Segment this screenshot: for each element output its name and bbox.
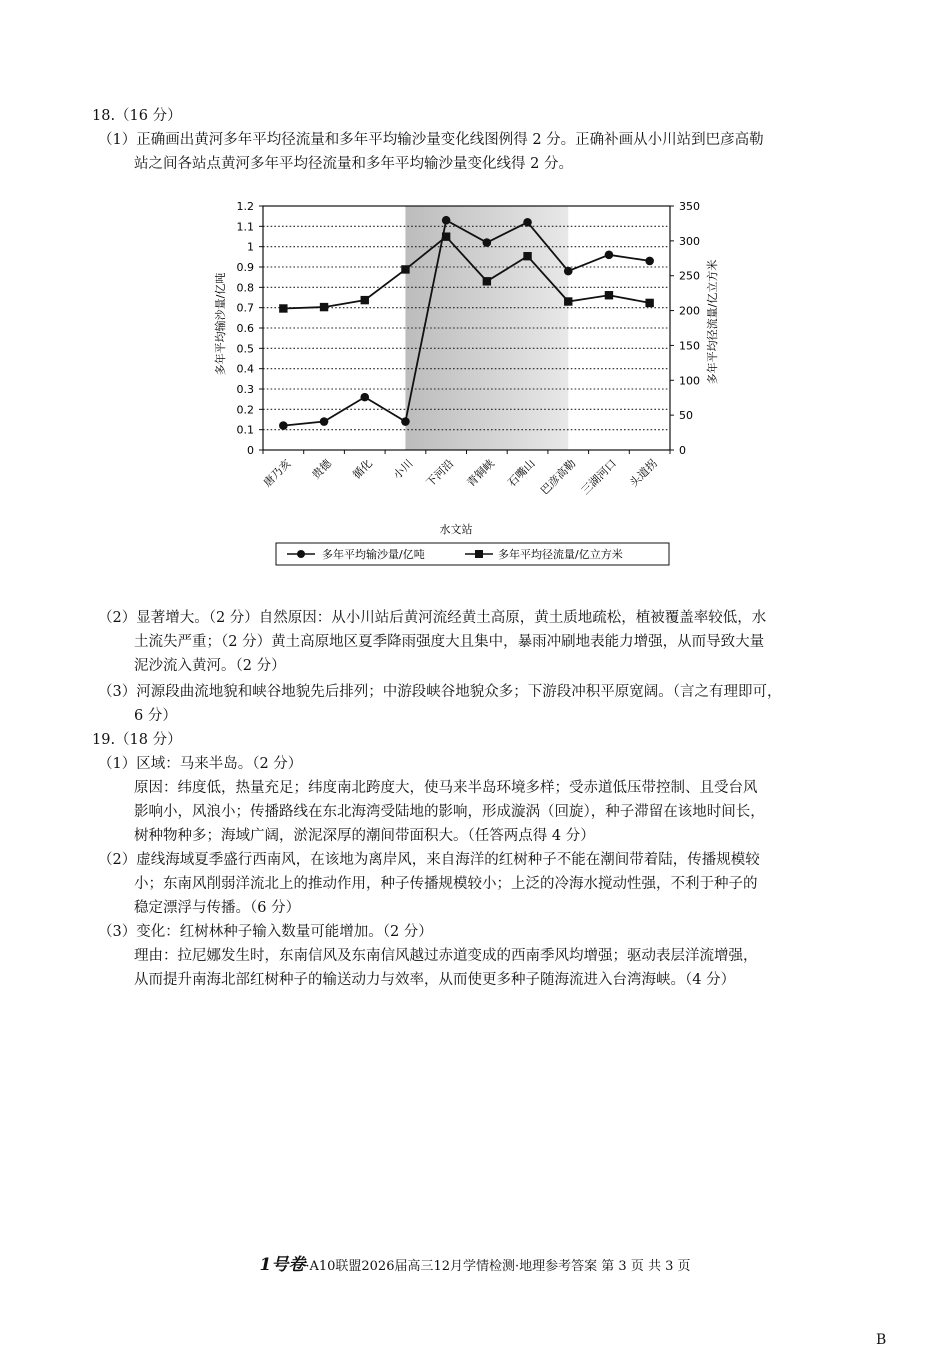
right-tick-label: 300 <box>679 234 700 248</box>
yellow-river-chart <box>208 192 728 574</box>
data-point-square <box>279 304 287 312</box>
data-point-square <box>361 296 369 304</box>
q18-p3-line2: 6 分） <box>134 708 177 724</box>
q18-title: 18.（16 分） <box>92 108 182 124</box>
x-axis-label: 水文站 <box>439 523 473 536</box>
x-tick-label: 唐乃亥 <box>260 456 294 490</box>
x-tick-label: 青铜峡 <box>464 456 497 490</box>
q19-p1-line4: 树种物种多；海域广阔，淤泥深厚的潮间带面积大。（任答两点得 4 分） <box>134 828 595 844</box>
left-tick-label: 0.3 <box>236 383 254 396</box>
left-tick-label: 0.9 <box>236 261 254 274</box>
right-tick-label: 100 <box>679 374 700 388</box>
q19-p2-line2: 小；东南风削弱洋流北上的推动作用，种子传播规模较小；上泛的冷海水搅动性强，不利于种子的 <box>134 876 758 892</box>
x-tick-label: 下河沿 <box>423 456 457 490</box>
left-tick-label: 0.7 <box>236 301 254 315</box>
data-point-circle <box>564 267 573 276</box>
page-footer <box>0 1250 950 1275</box>
data-point-square <box>483 277 491 285</box>
q18-p3-line1: （3）河源段曲流地貌和峡谷地貌先后排列；中游段峡谷地貌众多；下游段冲积平原宽阔。（言之有理即可， <box>98 684 782 700</box>
x-tick-label: 头道拐 <box>627 456 660 490</box>
right-tick-label: 150 <box>679 339 700 353</box>
q19-p3-line1: （3）变化：红树林种子输入数量可能增加。（2 分） <box>98 924 433 940</box>
right-tick-label: 0 <box>679 444 686 457</box>
right-tick-label: 50 <box>679 409 693 423</box>
left-tick-label: 1.1 <box>236 220 254 234</box>
data-point-circle <box>605 251 614 260</box>
data-point-circle <box>401 417 410 426</box>
data-point-circle <box>279 421 288 430</box>
data-point-circle <box>320 417 329 426</box>
y-axis-left-label: 多年平均输沙量/亿吨 <box>214 272 227 376</box>
q18-p1-line1: （1）正确画出黄河多年平均径流量和多年平均输沙量变化线图例得 2 分。正确补画从小川站到巴彦高勒 <box>98 132 764 148</box>
data-point-square <box>523 252 531 260</box>
data-point-square <box>605 291 613 299</box>
q18-p1-line2: 站之间各站点黄河多年平均径流量和多年平均输沙量变化线得 2 分。 <box>134 156 573 172</box>
legend-square-marker <box>475 550 483 558</box>
right-tick-label: 350 <box>679 200 700 213</box>
left-tick-label: 0.8 <box>236 281 254 295</box>
q19-p2-line1: （2）虚线海域夏季盛行西南风，在该地为离岸风，来自海洋的红树种子不能在潮间带着陆，传播规模较 <box>98 852 760 868</box>
q19-p3-line2: 理由：拉尼娜发生时，东南信风及东南信风越过赤道变成的西南季风均增强；驱动表层洋流增强， <box>134 948 758 964</box>
data-point-square <box>401 265 409 273</box>
x-tick-label: 循化 <box>350 456 375 482</box>
data-point-circle <box>483 238 492 247</box>
legend-item-sediment: 多年平均输沙量/亿吨 <box>322 548 425 561</box>
x-tick-label: 三湖河口 <box>578 456 620 498</box>
q19-p1-line1: （1）区域：马来半岛。（2 分） <box>98 756 303 772</box>
x-tick-label: 小川 <box>390 456 416 482</box>
x-tick-label: 巴彦高勒 <box>538 456 579 498</box>
legend-circle-marker <box>297 550 305 558</box>
y-axis-right-label: 多年平均径流量/亿立方米 <box>706 259 719 385</box>
left-tick-label: 1 <box>247 240 254 254</box>
data-point-circle <box>523 218 532 227</box>
data-point-circle <box>645 257 654 266</box>
left-tick-label: 0.5 <box>236 342 254 356</box>
q19-title: 19.（18 分） <box>92 732 182 748</box>
data-point-square <box>442 232 450 240</box>
x-tick-label: 贵德 <box>309 456 335 482</box>
left-tick-label: 1.2 <box>236 200 254 213</box>
data-point-circle <box>442 216 451 225</box>
legend-item-runoff: 多年平均径流量/亿立方米 <box>498 548 623 561</box>
q18-p2-line3: 泥沙流入黄河。（2 分） <box>134 658 286 674</box>
corner-mark: B <box>876 1332 887 1348</box>
brand-logo: 1号卷 <box>259 1255 306 1275</box>
data-point-square <box>320 303 328 311</box>
left-tick-label: 0 <box>247 444 254 457</box>
left-tick-label: 0.2 <box>236 403 254 417</box>
data-point-circle <box>360 393 369 402</box>
footer-text: ·A10联盟2026届高三12月学情检测·地理参考答案 第 3 页 共 3 页 <box>305 1259 691 1274</box>
legend <box>276 543 669 565</box>
right-tick-label: 250 <box>679 269 700 283</box>
q18-p2-line2: 土流失严重；（2 分）黄土高原地区夏季降雨强度大且集中，暴雨冲刷地表能力增强，从而导致大量 <box>134 634 765 650</box>
data-point-square <box>645 299 653 307</box>
left-tick-label: 0.4 <box>236 362 254 376</box>
q19-p2-line3: 稳定漂浮与传播。（6 分） <box>134 900 301 916</box>
left-tick-label: 0.1 <box>236 423 254 437</box>
x-tick-label: 石嘴山 <box>505 456 538 490</box>
right-tick-label: 200 <box>679 304 700 318</box>
chart-svg <box>208 192 728 574</box>
q19-p3-line3: 从而提升南海北部红树种子的输送动力与效率，从而使更多种子随海流进入台湾海峡。（4 分） <box>134 972 736 988</box>
q19-p1-line2: 原因：纬度低，热量充足；纬度南北跨度大，使马来半岛环境多样；受赤道低压带控制、且受台风 <box>134 780 758 796</box>
data-point-square <box>564 297 572 305</box>
q18-p2-line1: （2）显著增大。（2 分）自然原因：从小川站后黄河流经黄土高原，黄土质地疏松，植被覆盖率较低，水 <box>98 610 767 626</box>
q19-p1-line3: 影响小，风浪小；传播路线在东北海湾受陆地的影响，形成漩涡（回旋），种子滞留在该地时间长， <box>134 804 765 820</box>
left-tick-label: 0.6 <box>236 322 254 335</box>
